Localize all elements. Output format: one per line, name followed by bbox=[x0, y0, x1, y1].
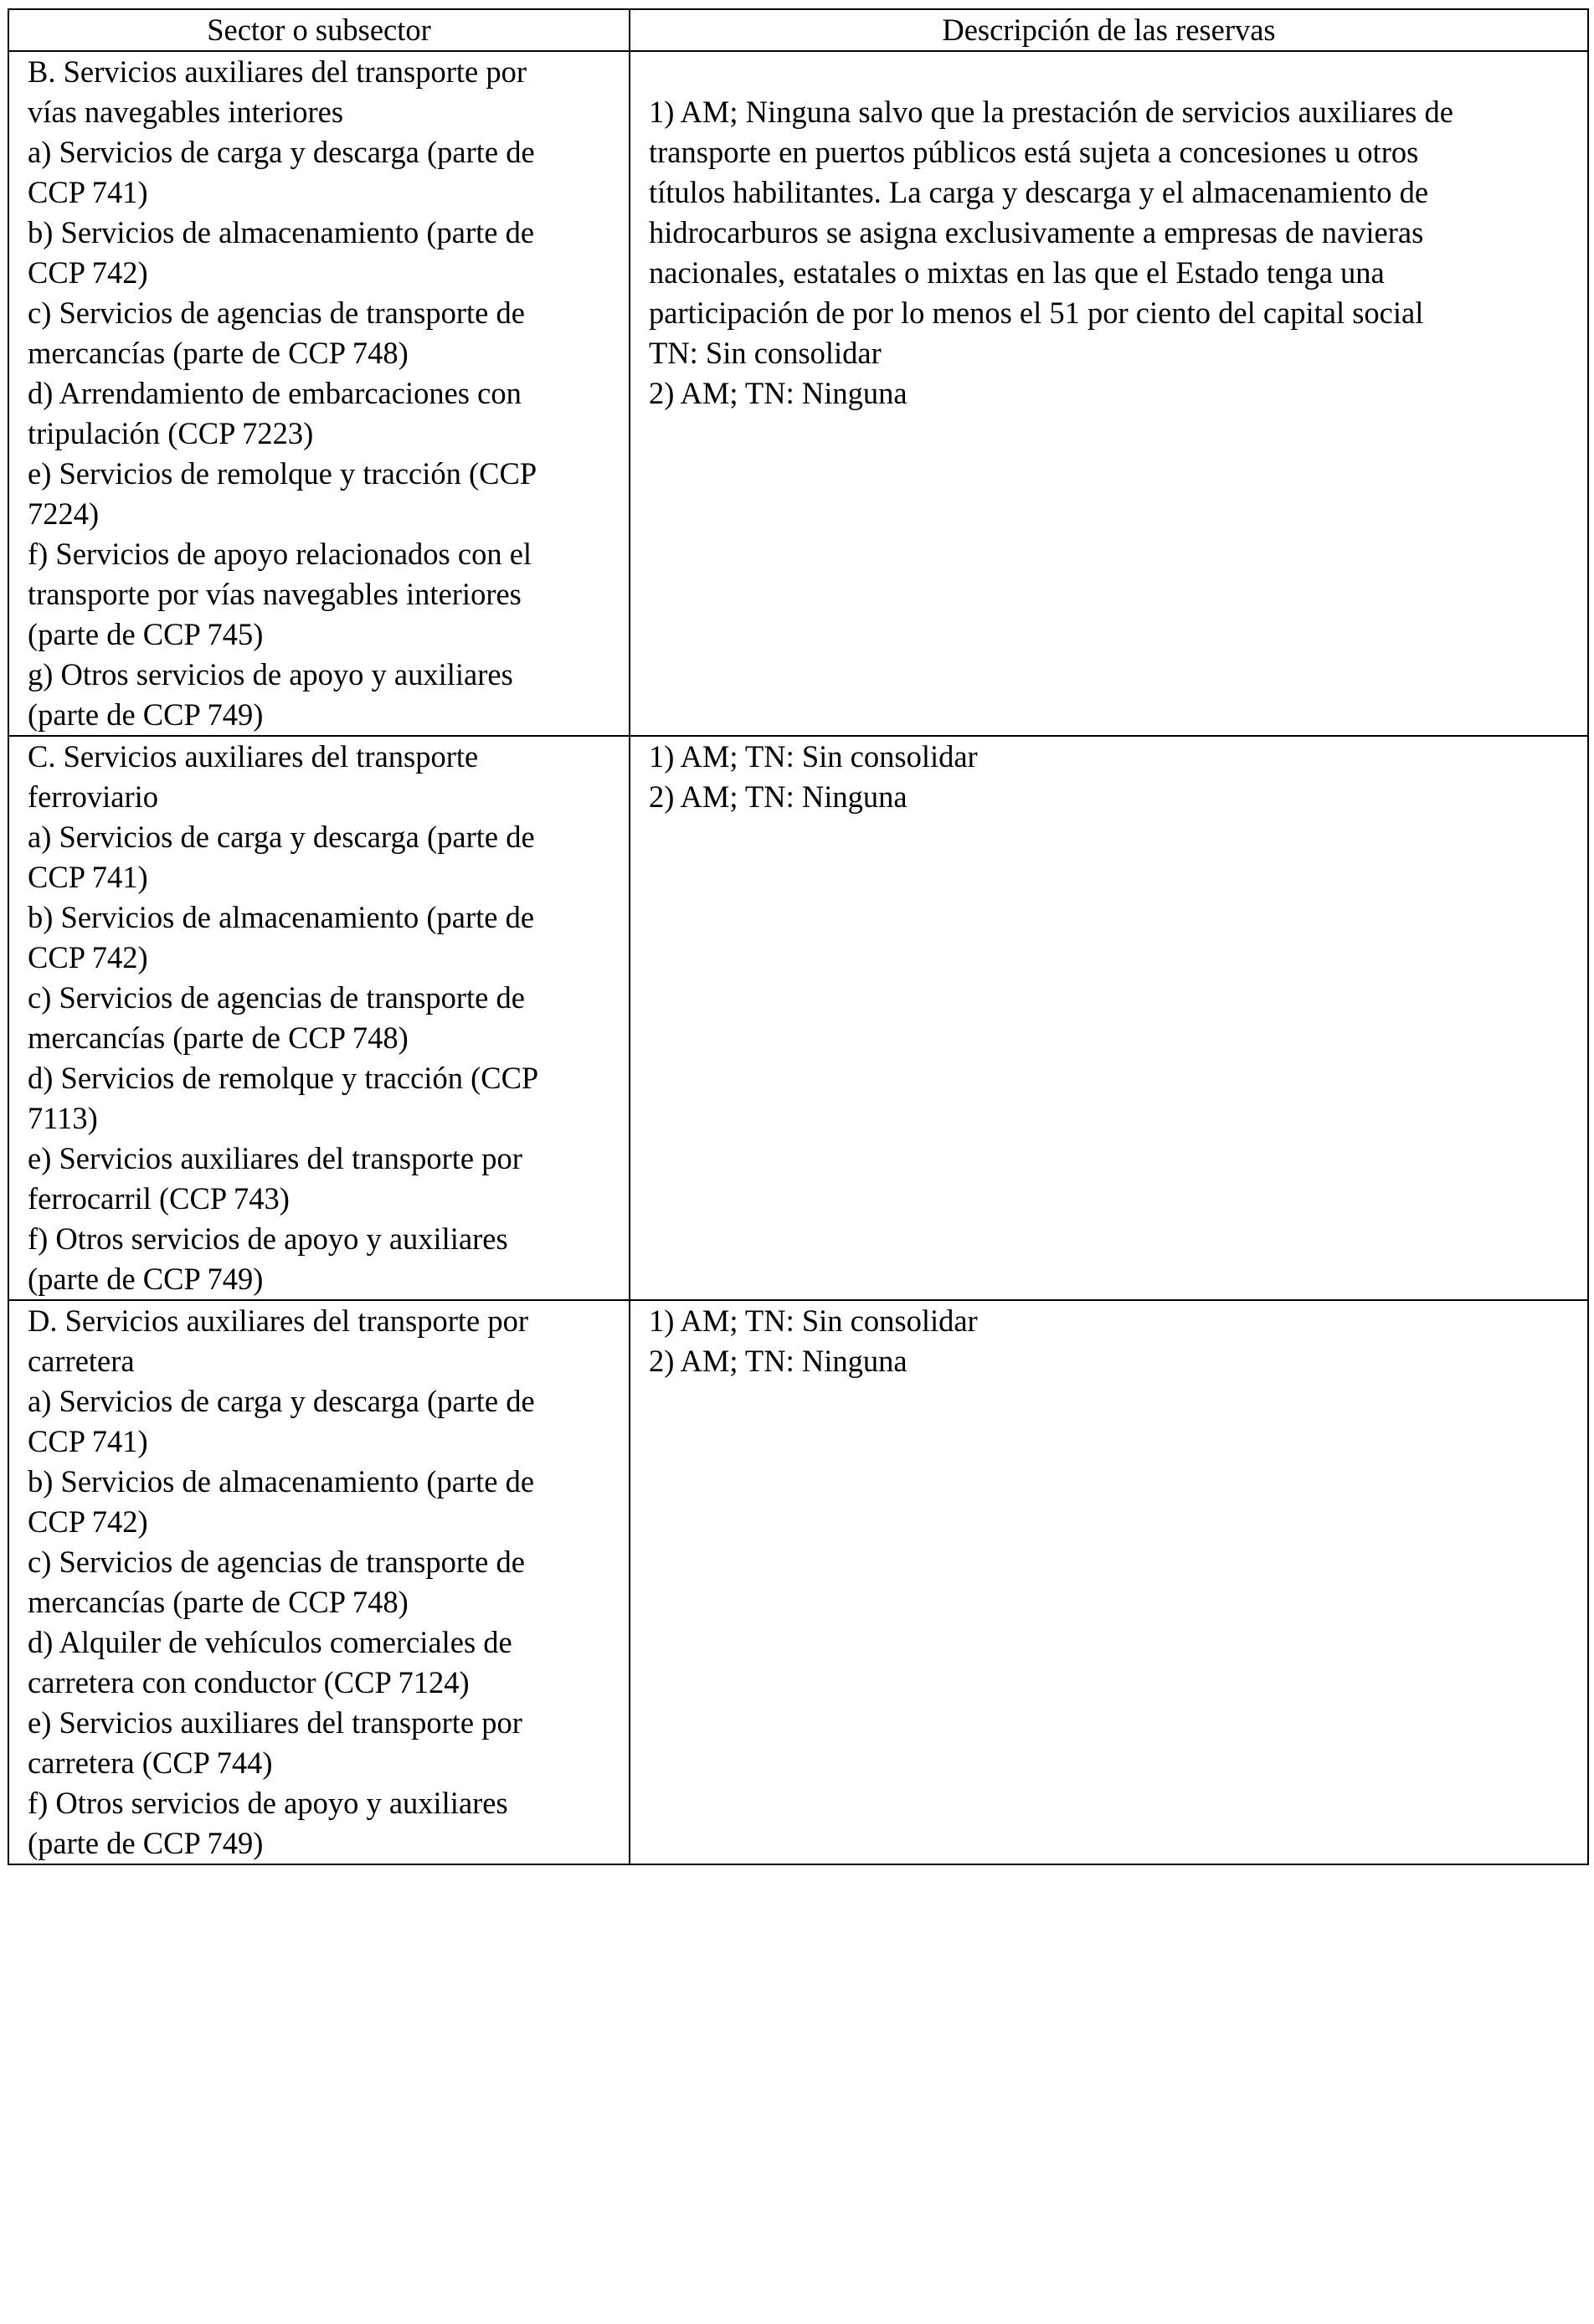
sector-line: d) Servicios de remolque y tracción (CCP bbox=[28, 1061, 539, 1095]
sector-line: B. Servicios auxiliares del transporte por bbox=[28, 54, 527, 89]
sector-line: f) Otros servicios de apoyo y auxiliares bbox=[28, 1786, 508, 1820]
sector-line: a) Servicios de carga y descarga (parte de bbox=[28, 820, 535, 854]
sector-line: mercancías (parte de CCP 748) bbox=[28, 1021, 409, 1055]
description-cell bbox=[630, 1300, 1588, 1864]
header-sector: Sector o subsector bbox=[8, 9, 630, 51]
sector-line: (parte de CCP 745) bbox=[28, 617, 264, 651]
sector-line: c) Servicios de agencias de transporte de bbox=[28, 980, 525, 1015]
sector-line: C. Servicios auxiliares del transporte bbox=[28, 739, 479, 774]
sector-line: g) Otros servicios de apoyo y auxiliares bbox=[28, 657, 513, 692]
description-line: hidrocarburos se asigna exclusivamente a empresas de navieras bbox=[649, 215, 1424, 249]
reservations-table bbox=[8, 8, 1589, 1865]
sector-line: CCP 742) bbox=[28, 940, 148, 974]
sector-line: (parte de CCP 749) bbox=[28, 1262, 264, 1296]
sector-line: carretera bbox=[28, 1344, 135, 1378]
header-description: Descripción de las reservas bbox=[630, 9, 1588, 51]
sector-line: D. Servicios auxiliares del transporte por bbox=[28, 1303, 529, 1338]
description-cell bbox=[630, 736, 1588, 1300]
sector-line: CCP 741) bbox=[28, 860, 148, 894]
table-header-row bbox=[8, 9, 1588, 51]
sector-line: transporte por vías navegables interiores bbox=[28, 577, 522, 611]
sector-line: tripulación (CCP 7223) bbox=[28, 416, 314, 450]
sector-cell bbox=[8, 736, 630, 1300]
sector-cell bbox=[8, 51, 630, 736]
sector-line: CCP 742) bbox=[28, 1504, 148, 1539]
sector-line: carretera con conductor (CCP 7124) bbox=[28, 1665, 470, 1699]
sector-line: 7113) bbox=[28, 1101, 98, 1135]
sector-line: ferroviario bbox=[28, 779, 159, 814]
sector-line: (parte de CCP 749) bbox=[28, 1826, 264, 1860]
sector-line: ferrocarril (CCP 743) bbox=[28, 1181, 290, 1216]
description-line: 1) AM; TN: Sin consolidar bbox=[649, 739, 978, 774]
description-line: 1) AM; Ninguna salvo que la prestación de servicios auxiliares de bbox=[649, 95, 1453, 129]
description-line: transporte en puertos públicos está sujeta a concesiones u otros bbox=[649, 135, 1419, 169]
sector-line: d) Alquiler de vehículos comerciales de bbox=[28, 1625, 512, 1659]
sector-line: vías navegables interiores bbox=[28, 95, 344, 129]
sector-line: (parte de CCP 749) bbox=[28, 697, 264, 732]
sector-line: e) Servicios auxiliares del transporte por bbox=[28, 1705, 522, 1740]
sector-line: a) Servicios de carga y descarga (parte de bbox=[28, 135, 535, 169]
sector-line: e) Servicios de remolque y tracción (CCP bbox=[28, 456, 537, 491]
sector-line: b) Servicios de almacenamiento (parte de bbox=[28, 215, 535, 249]
description-line: 2) AM; TN: Ninguna bbox=[649, 376, 908, 410]
description-line: títulos habilitantes. La carga y descarga y el almacenamiento de bbox=[649, 175, 1429, 209]
description-line: TN: Sin consolidar bbox=[649, 336, 882, 370]
sector-line: f) Otros servicios de apoyo y auxiliares bbox=[28, 1221, 508, 1256]
sector-line: c) Servicios de agencias de transporte de bbox=[28, 1545, 525, 1579]
sector-line: f) Servicios de apoyo relacionados con el bbox=[28, 537, 532, 571]
sector-line: a) Servicios de carga y descarga (parte de bbox=[28, 1384, 535, 1418]
sector-cell bbox=[8, 1300, 630, 1864]
table-row bbox=[8, 736, 1588, 1300]
sector-line: mercancías (parte de CCP 748) bbox=[28, 1585, 409, 1619]
sector-line: 7224) bbox=[28, 496, 100, 531]
table-row bbox=[8, 51, 1588, 736]
description-line: 2) AM; TN: Ninguna bbox=[649, 779, 908, 814]
sector-line: c) Servicios de agencias de transporte de bbox=[28, 296, 525, 330]
sector-line: e) Servicios auxiliares del transporte por bbox=[28, 1141, 522, 1175]
description-line: nacionales, estatales o mixtas en las que el Estado tenga una bbox=[649, 255, 1385, 290]
description-cell bbox=[630, 51, 1588, 736]
table-row bbox=[8, 1300, 1588, 1864]
sector-line: CCP 741) bbox=[28, 1424, 148, 1458]
description-line: participación de por lo menos el 51 por ciento del capital social bbox=[649, 296, 1424, 330]
sector-line: carretera (CCP 744) bbox=[28, 1746, 273, 1780]
sector-line: mercancías (parte de CCP 748) bbox=[28, 336, 409, 370]
sector-line: b) Servicios de almacenamiento (parte de bbox=[28, 1464, 535, 1499]
sector-line: CCP 742) bbox=[28, 255, 148, 290]
sector-line: b) Servicios de almacenamiento (parte de bbox=[28, 900, 535, 934]
sector-line: d) Arrendamiento de embarcaciones con bbox=[28, 376, 522, 410]
description-line: 1) AM; TN: Sin consolidar bbox=[649, 1303, 978, 1338]
sector-line: CCP 741) bbox=[28, 175, 148, 209]
description-line: 2) AM; TN: Ninguna bbox=[649, 1344, 908, 1378]
